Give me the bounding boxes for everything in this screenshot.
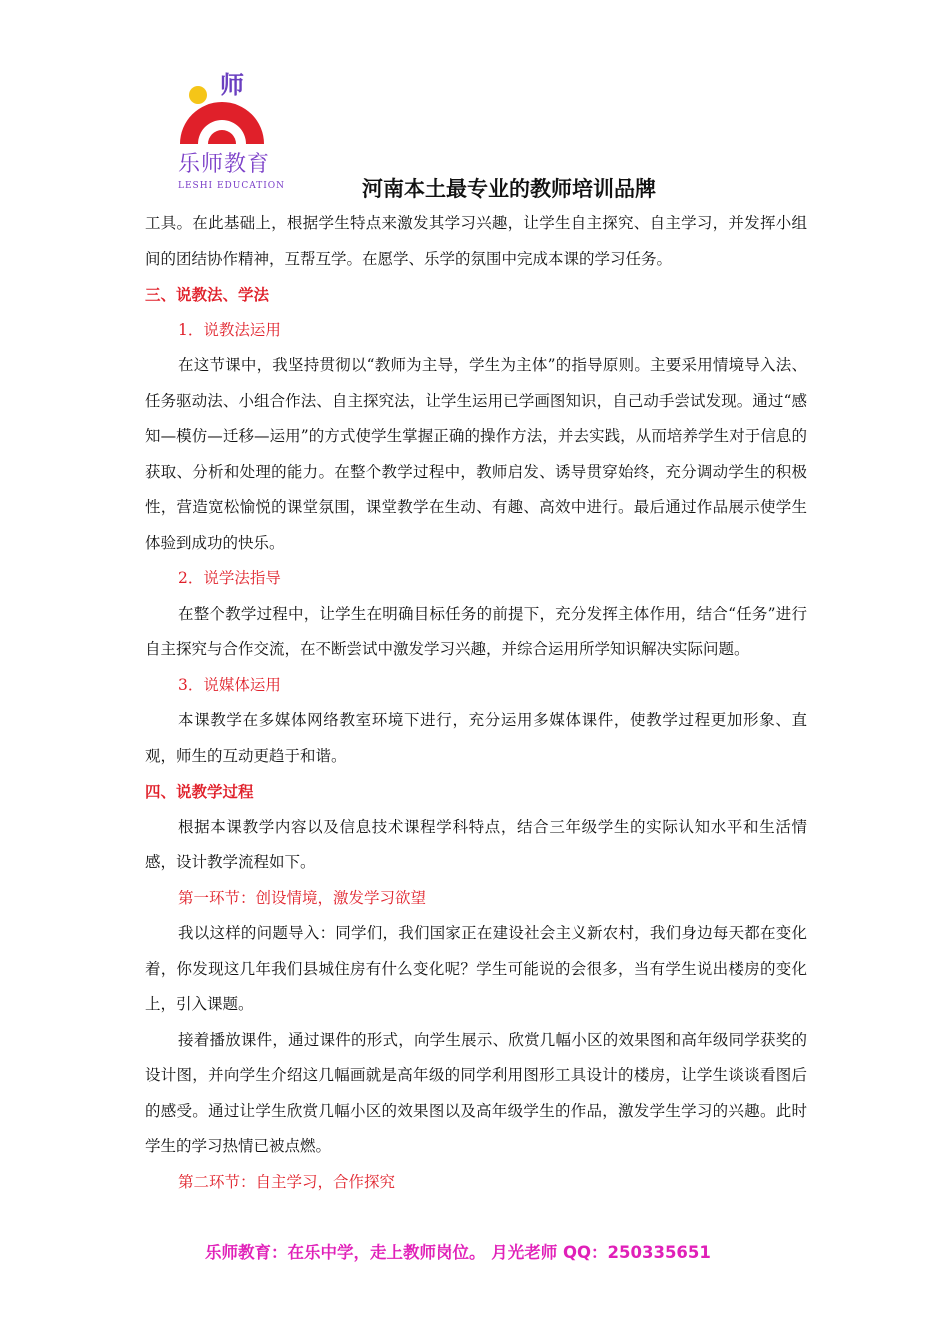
logo-arc-icon bbox=[176, 98, 268, 146]
step1-heading: 第一环节：创设情境，激发学习欲望 bbox=[178, 888, 427, 907]
step2-heading: 第二环节：自主学习，合作探究 bbox=[178, 1172, 396, 1191]
section4-heading: 四、说教学过程 bbox=[145, 782, 254, 801]
intro-paragraph: 工具。在此基础上，根据学生特点来激发其学习兴趣，让学生自主探究、自主学习，并发挥小组间的团结协作精神，互帮互学。在愿学、乐学的氛围中完成本课的学习任务。 bbox=[145, 214, 807, 268]
footer-slogan: 乐师教育：在乐中学，走上教师岗位。 月光老师 QQ：250335651 bbox=[205, 1243, 711, 1262]
section3-heading: 三、说教法、学法 bbox=[145, 285, 270, 304]
sub2-paragraph: 在整个教学过程中，让学生在明确目标任务的前提下，充分发挥主体作用，结合“任务”进行自主探究与合作交流，在不断尝试中激发学习兴趣，并综合运用所学知识解决实际问题。 bbox=[145, 604, 807, 658]
document-body bbox=[145, 206, 807, 1200]
step1-paragraph-1: 我以这样的问题导入：同学们，我们国家正在建设社会主义新农村，我们身边每天都在变化着，你发现这几年我们县城住房有什么变化呢？学生可能说的会很多，当有学生说出楼房的变化上，引入课题。 bbox=[145, 924, 807, 1013]
sub3-heading: 3．说媒体运用 bbox=[178, 675, 281, 694]
sub3-paragraph: 本课教学在多媒体网络教室环境下进行，充分运用多媒体课件，使教学过程更加形象、直观，师生的互动更趋于和谐。 bbox=[145, 711, 807, 765]
logo-name-en: LESHI EDUCATION bbox=[178, 181, 286, 191]
sub1-heading: 1．说教法运用 bbox=[178, 320, 281, 339]
sub2-heading: 2．说学法指导 bbox=[178, 569, 281, 587]
sub1-paragraph: 在这节课中，我坚持贯彻以“教师为主导，学生为主体”的指导原则。主要采用情境导入法、任务驱动法、小组合作法、自主探究法，让学生运用已学画图知识，自己动手尝试发现。通过“感知—模仿—迁移—运用”的方式使学生掌握正确的操作方法，并去实践，从而培养学生对于信息的获取、分析和处理的能力。在整个教学过程中，教师启发、诱导贯穿始终，充分调动学生的积极性，营造宽松愉悦的课堂氛围，课堂教学在生动、有趣、高效中进行。最后通过作品展示使学生体验到成功的快乐。 bbox=[145, 356, 807, 552]
step1-paragraph-2: 接着播放课件，通过课件的形式，向学生展示、欣赏几幅小区的效果图和高年级同学获奖的设计图，并向学生介绍这几幅画就是高年级的同学利用图形工具设计的楼房，让学生谈谈看图后的感受。通过让学生欣赏几幅小区的效果图以及高年级学生的作品，激发学生学习的兴趣。此时学生的学习热情已被点燃。 bbox=[145, 1030, 807, 1155]
section4-paragraph: 根据本课教学内容以及信息技术课程学科特点，结合三年级学生的实际认知水平和生活情感，设计教学流程如下。 bbox=[145, 817, 807, 871]
logo-name-cn: 乐师教育 bbox=[178, 152, 271, 177]
logo-shi-char: 师 bbox=[220, 71, 244, 99]
leshi-logo bbox=[172, 71, 286, 197]
header-title: 河南本土最专业的教师培训品牌 bbox=[362, 176, 656, 201]
